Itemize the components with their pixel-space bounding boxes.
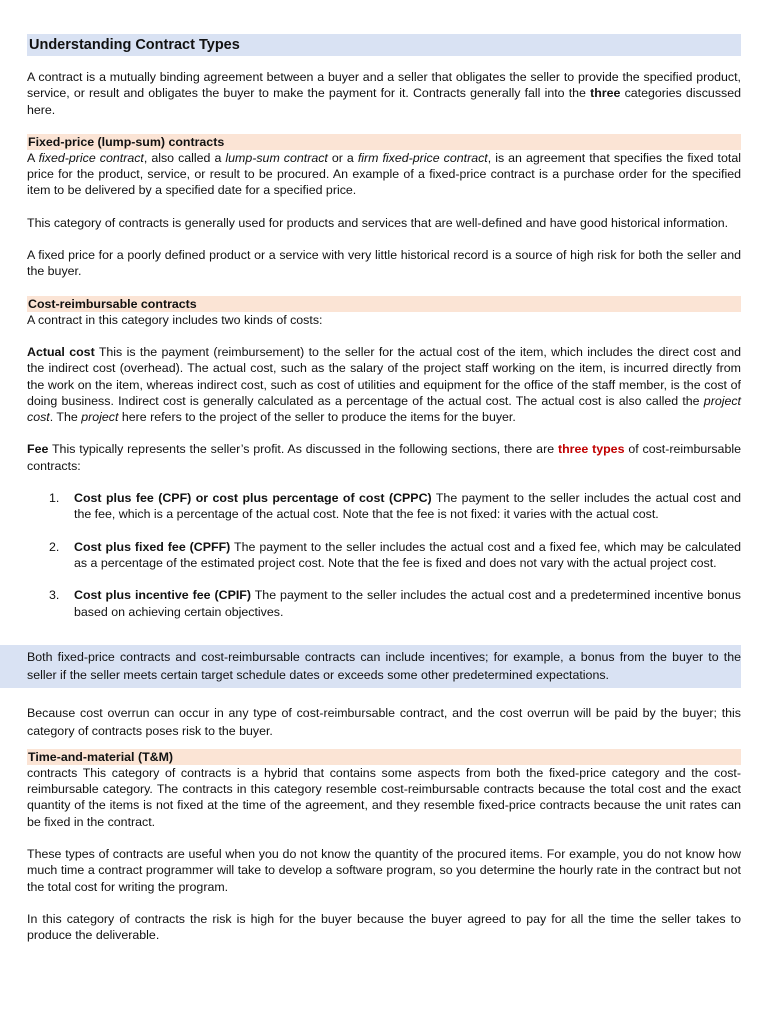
fee-paragraph: Fee This typically represents the seller’s profit. As discussed in the following sections, there are three types of cost-reimbursable contracts:	[27, 442, 741, 473]
fixed-price-paragraph-3: A fixed price for a poorly defined product or a service with very little historical record is a source of high risk for both the seller and the buyer.	[27, 248, 741, 279]
document-page	[27, 34, 741, 944]
tm-paragraph-1: contracts This category of contracts is a hybrid that contains some aspects from both the fixed-price category and the cost-reimbursable category. The contracts in this category resemble cost-reimbursable contracts because the total cost and the exact quantity of the items is not fixed at the time of the agreement, and they resemble fixed-price contracts because the unit rates can be fixed in the contract.	[27, 765, 741, 829]
list-item: 3. Cost plus incentive fee (CPIF) The payment to the seller includes the actual cost and a predetermined incentive bonus based on achieving certain objectives.	[49, 588, 741, 619]
list-item: 2. Cost plus fixed fee (CPFF) The payment to the seller includes the actual cost and a fixed fee, which may be calculated as a percentage of the estimated project cost. Note that the fee is fixed and does not vary with the actual project cost.	[49, 539, 741, 570]
cost-reimbursable-types-list	[27, 490, 741, 620]
page-title: Understanding Contract Types	[27, 34, 741, 56]
actual-cost-paragraph: Actual cost This is the payment (reimbursement) to the seller for the actual cost of the item, which includes the direct cost and the indirect cost (overhead). The actual cost, such as the salary of the project staff working on the item, is incurred directly from the work on the item, whereas indirect cost, such as cost of utilities and equipment for the office of the staff member, is the cost of doing business. Indirect cost is generally calculated as a percentage of the actual cost. The actual cost is also called the project cost. The project here refers to the project of the seller to produce the items for the buyer.	[27, 344, 741, 425]
fixed-price-paragraph-2: This category of contracts is generally used for products and services that are well-defined and have good historical information.	[27, 215, 729, 230]
intro-paragraph: A contract is a mutually binding agreement between a buyer and a seller that obligates the seller to provide the specified product, service, or result and obligates the buyer to make the payment for it. Contracts generally fall into the three categories discussed here.	[27, 70, 741, 117]
incentives-note-box	[0, 645, 741, 688]
heading-time-and-material: Time-and-material (T&M)	[27, 749, 741, 765]
incentives-note: Both fixed-price contracts and cost-reimbursable contracts can include incentives; for example, a bonus from the buyer to the seller if the seller meets certain target schedule dates or exceeds some other predetermined expectations.	[27, 649, 741, 683]
heading-cost-reimbursable: Cost-reimbursable contracts	[27, 296, 741, 312]
cost-overrun-paragraph: Because cost overrun can occur in any type of cost-reimbursable contract, and the cost overrun will be paid by the buyer; this category of contracts poses risk to the buyer.	[27, 705, 741, 738]
list-item: 1. Cost plus fee (CPF) or cost plus percentage of cost (CPPC) The payment to the seller includes the actual cost and the fee, which is a percentage of the actual cost. Note that the fee is not fixed: it varies with the actual cost.	[49, 491, 741, 522]
fixed-price-paragraph-1: A fixed-price contract, also called a lump-sum contract or a firm fixed-price contract, is an agreement that specifies the fixed total price for the product, service, or result to be procured. An example of a fixed-price contract is a purchase order for the specified item to be delivered by a specified date for a specified price.	[27, 150, 741, 198]
tm-paragraph-3: In this category of contracts the risk is high for the buyer because the buyer agreed to pay for all the time the seller takes to produce the deliverable.	[27, 911, 741, 943]
heading-fixed-price: Fixed-price (lump-sum) contracts	[27, 134, 741, 150]
cost-reimbursable-intro: A contract in this category includes two kinds of costs:	[27, 312, 323, 327]
tm-paragraph-2: These types of contracts are useful when you do not know the quantity of the procured items. For example, you do not know how much time a contract programmer will take to develop a software program, so you determine the hourly rate in the contract but not the total cost for writing the program.	[27, 847, 741, 894]
